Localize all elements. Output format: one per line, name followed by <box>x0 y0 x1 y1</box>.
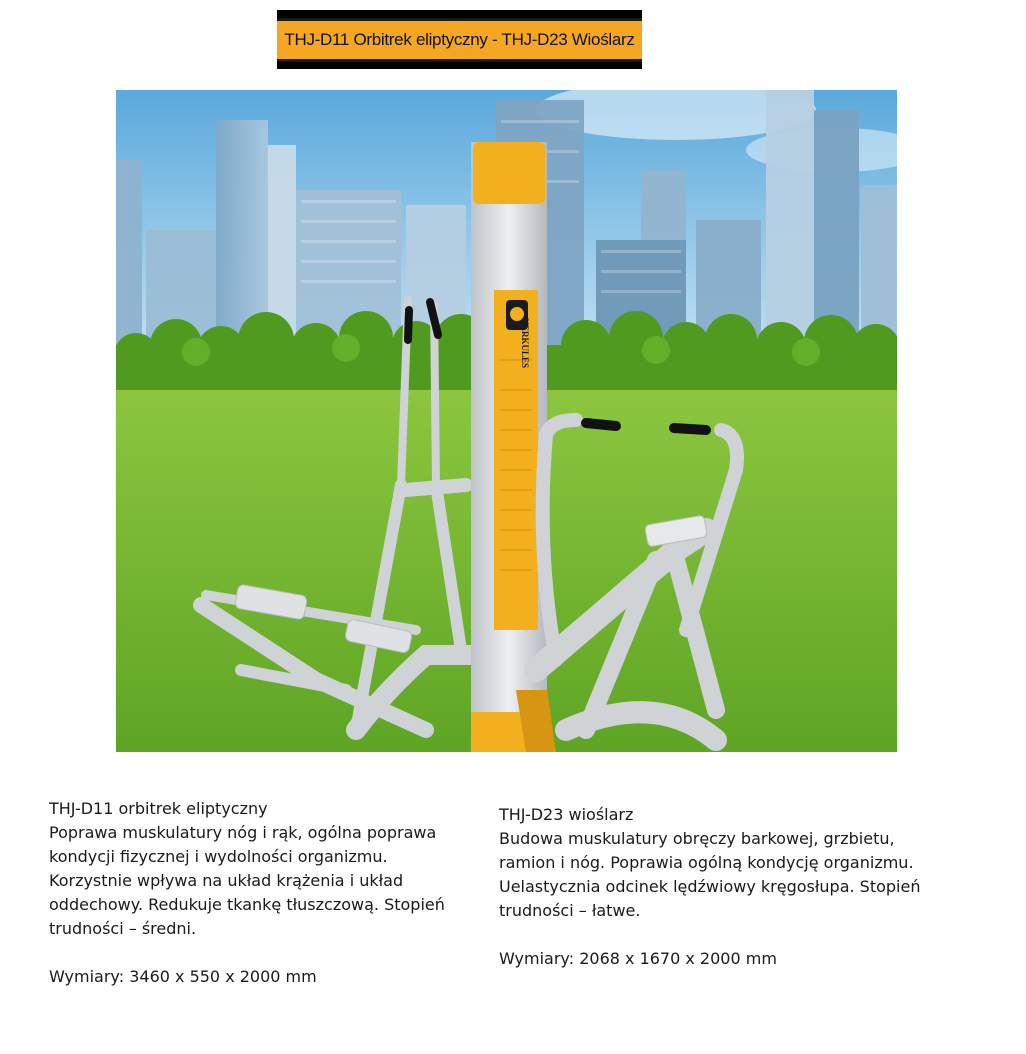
elliptical-description-line: oddechowy. Redukuje tkankę tłuszczową. Stopień <box>49 895 445 914</box>
elliptical-heading: THJ-D11 orbitrek eliptyczny <box>49 799 268 818</box>
sign-brand: HERKULES <box>520 318 530 369</box>
rower-description-line: Uelastycznia odcinek lędźwiowy kręgosłupa. Stopień <box>499 877 921 896</box>
rower-dimensions: Wymiary: 2068 x 1670 x 2000 mm <box>499 949 777 968</box>
elliptical-description-line: Poprawa muskulatury nóg i rąk, ogólna poprawa <box>49 823 437 842</box>
elliptical-dimensions: Wymiary: 3460 x 550 x 2000 mm <box>49 967 317 986</box>
elliptical-description-line: kondycji fizycznej i wydolności organizmu. <box>49 847 388 866</box>
rower-heading: THJ-D23 wioślarz <box>499 805 634 824</box>
product-rower <box>499 803 959 971</box>
banner-title: THJ-D11 Orbitrek eliptyczny - THJ-D23 Wioślarz <box>277 18 642 62</box>
rower-description-line: ramion i nóg. Poprawia ogólną kondycję organizmu. <box>499 853 914 872</box>
elliptical-description-line: trudności – średni. <box>49 919 197 938</box>
rower-description-line: Budowa muskulatury obręczy barkowej, grzbietu, <box>499 829 895 848</box>
product-elliptical <box>49 797 489 989</box>
rower-description-line: trudności – łatwe. <box>499 901 641 920</box>
product-photo <box>116 90 897 752</box>
title-banner <box>277 10 642 69</box>
elliptical-description-line: Korzystnie wpływa na układ krążenia i układ <box>49 871 404 890</box>
